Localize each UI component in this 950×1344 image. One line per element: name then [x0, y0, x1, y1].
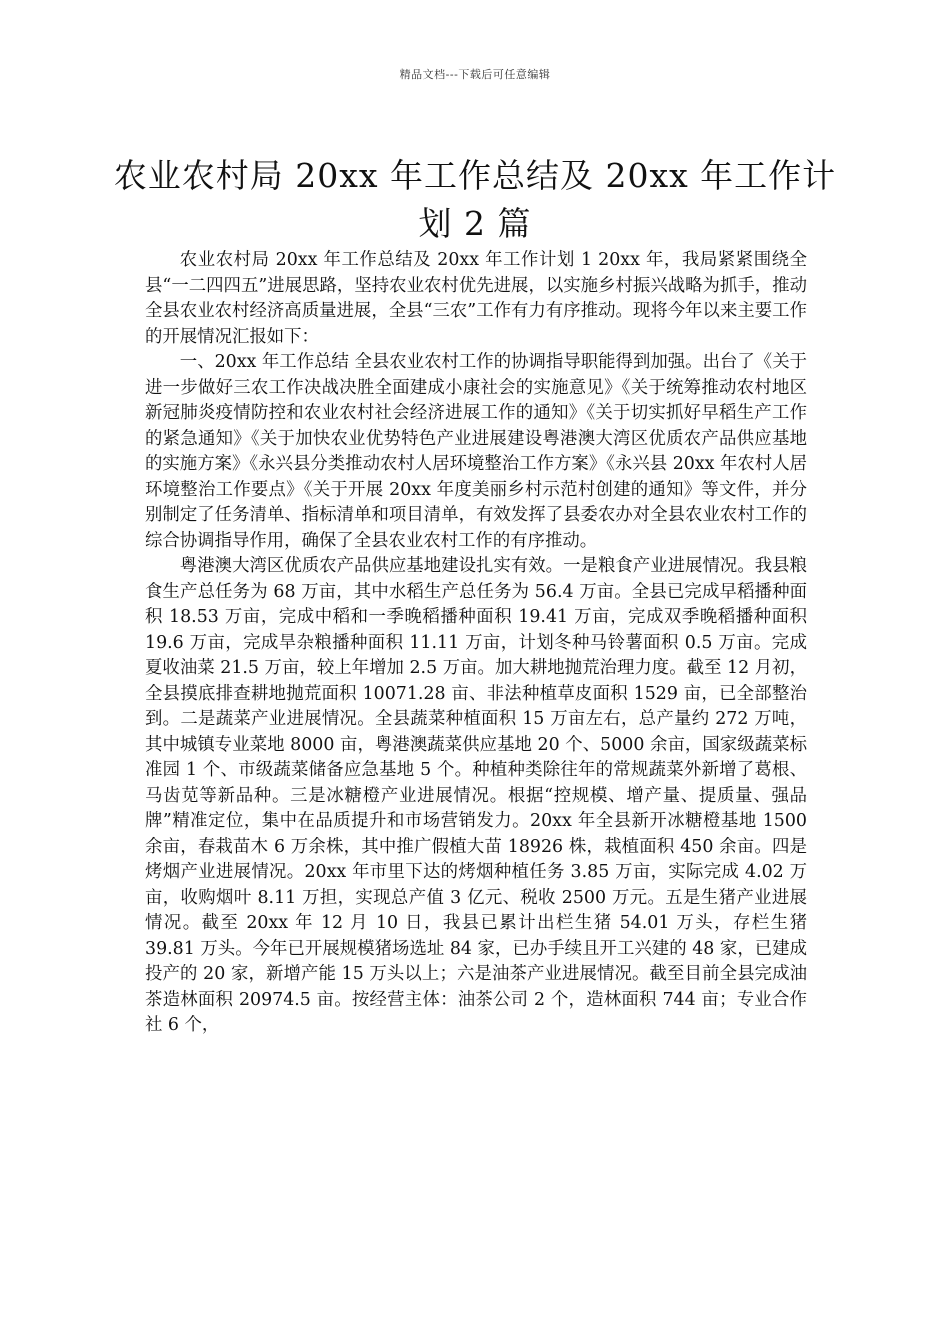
header-note: 精品文档---下载后可任意编辑: [399, 68, 551, 81]
document-body: [145, 248, 807, 1039]
paragraph-summary: 一、20xx 年工作总结 全县农业农村工作的协调指导职能得到加强。出台了《关于进一步做好三农工作决战决胜全面建成小康社会的实施意见》《关于统筹推动农村地区新冠肺炎疫情防控和农业农村社会经济进展工作的通知》《关于切实抓好早稻生产工作的紧急通知》《关于加快农业优势特色产业进展建设粤港澳大湾区优质农产品供应基地的实施方案》《永兴县分类推动农村人居环境整治工作方案》《永兴县 20xx 年农村人居环境整治工作要点》《关于开展 20xx 年度美丽乡村示范村创建的通知》等文件，并分别制定了任务清单、指标清单和项目清单，有效发挥了县委农办对全县农业农村工作的综合协调指导作用，确保了全县农业农村工作的有序推动。: [145, 352, 807, 551]
paragraph-supply-base: 粤港澳大湾区优质农产品供应基地建设扎实有效。一是粮食产业进展情况。我县粮食生产总任务为 68 万亩，其中水稻生产总任务为 56.4 万亩。全县已完成早稻播种面积 18.53 万亩，完成中稻和一季晚稻播种面积 19.41 万亩，完成双季晚稻播种面积 19.6 万亩，完成旱杂粮播种面积 11.11 万亩，计划冬种马铃薯面积 0.5 万亩。完成夏收油菜 21.5 万亩，较上年增加 2.5 万亩。加大耕地抛荒治理力度。截至 12 月初，全县摸底排查耕地抛荒面积 10071.28 亩、非法种植草皮面积 1529 亩，已全部整治到。二是蔬菜产业进展情况。全县蔬菜种植面积 15 万亩左右，总产量约 272 万吨，其中城镇专业菜地 8000 亩，粤港澳蔬菜供应基地 20 个、5000 余亩，国家级蔬菜标准园 1 个、市级蔬菜储备应急基地 5 个。种植种类除往年的常规蔬菜外新增了葛根、马齿苋等新品种。三是冰糖橙产业进展情况。根据“控规模、增产量、提质量、强品牌”精准定位，集中在品质提升和市场营销发力。20xx 年全县新开冰糖橙基地 1500 余亩，春栽苗木 6 万余株，其中推广假植大苗 18926 株，栽植面积 450 余亩。四是烤烟产业进展情况。20xx 年市里下达的烤烟种植任务 3.85 万亩，实际完成 4.02 万亩，收购烟叶 8.11 万担，实现总产值 3 亿元、税收 2500 万元。五是生猪产业进展情况。截至 20xx 年 12 月 10 日，我县已累计出栏生猪 54.01 万头，存栏生猪 39.81 万头。今年已开展规模猪场选址 84 家，已办手续且开工兴建的 48 家，已建成投产的 20 家，新增产能 15 万头以上；六是油茶产业进展情况。截至目前全县完成油茶造林面积 20974.5 亩。按经营主体：油茶公司 2 个，造林面积 744 亩；专业合作社 6 个，: [145, 556, 807, 1035]
paragraph-intro: 农业农村局 20xx 年工作总结及 20xx 年工作计划 1 20xx 年，我局紧紧围绕全县“一二四四五”进展思路，坚持农业农村优先进展，以实施乡村振兴战略为抓手，推动全县农业农村经济高质量进展，全县“三农”工作有力有序推动。现将今年以来主要工作的开展情况汇报如下：: [145, 250, 807, 347]
document-title: 农业农村局 20xx 年工作总结及 20xx 年工作计划 2 篇: [113, 156, 837, 244]
